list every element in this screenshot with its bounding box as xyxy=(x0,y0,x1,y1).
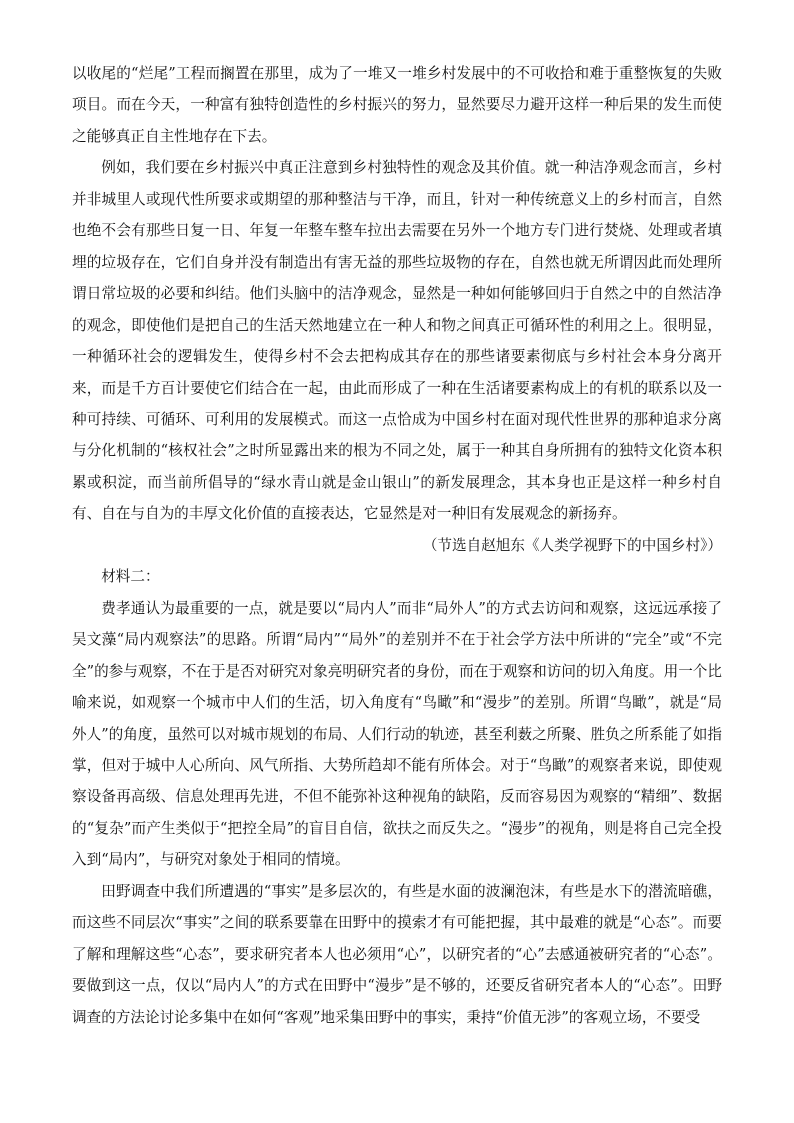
paragraph-continuation: 以收尾的“烂尾”工程而搁置在那里，成为了一堆又一堆乡村发展中的不可收拾和难于重整恢复的失败项目。而在今天，一种富有独特创造性的乡村振兴的努力，显然要尽力避开这样一种后果的发生而使之能够真正自主性地存在下去。 xyxy=(72,65,722,145)
source-citation: （节选自赵旭东《人类学视野下的中国乡村》） xyxy=(422,536,722,554)
paragraph-rural-cleanliness: 例如，我们要在乡村振兴中真正注意到乡村独特性的观念及其价值。就一种洁净观念而言，乡村并非城里人或现代性所要求或期望的那种整洁与干净，而且，针对一种传统意义上的乡村而言，自然也绝不会有那些日复一日、年复一年整车整车拉出去需要在另外一个地方专门进行焚烧、处理或者填埋的垃圾存在，它们自身并没有制造出有害无益的那些垃圾物的存在，自然也就无所谓因此而处理所谓日常垃圾的必要和纠结。他们头脑中的洁净观念，显然是一种如何能够回归于自然之中的自然洁净的观念，即使他们是把自己的生活天然地建立在一种人和物之间真正可循环性的利用之上。很明显，一种循环社会的逻辑发生，使得乡村不会去把构成其存在的那些诸要素彻底与乡村社会本身分离开来，而是千方百计要使它们结合在一起，由此而形成了一种在生活诸要素构成上的有机的联系以及一种可持续、可循环、可利用的发展模式。而这一点恰成为中国乡村在面对现代性世界的那种追求分离与分化机制的“核权社会”之时所显露出来的根为不同之处，属于一种其自身所拥有的独特文化资本积累或积淀，而当前所倡导的“绿水青山就是金山银山”的新发展理念，其本身也正是这样一种乡村自有、自在与自为的丰厚文化价值的直接表达，它显然是对一种旧有发展观念的新扬弃。 xyxy=(72,159,722,523)
paragraph-fieldwork: 田野调查中我们所遭遇的“事实”是多层次的，有些是水面的波澜泡沫，有些是水下的潜流暗礁，而这些不同层次“事实”之间的联系要靠在田野中的摸索才有可能把握，其中最难的就是“心态”。而要了解和理解这些“心态”，要求研究者本人也必须用“心”，以研究者的“心”去感通被研究者的“心态”。要做到这一点，仅以“局内人”的方式在田野中“漫步”是不够的，还要反省研究者本人的“心态”。田野调查的方法论讨论多集中在如何“客观”地采集田野中的事实，秉持“价值无涉”的客观立场，不要受 xyxy=(72,882,722,1026)
paragraph-fei-xiaotong: 费孝通认为最重要的一点，就是要以“局内人”而非“局外人”的方式去访问和观察，这远远承接了吴文藻“局内观察法”的思路。所谓“局内”“局外”的差别并不在于社会学方法中所讲的“完全”或“不完全”的参与观察，不在于是否对研究对象亮明研究者的身份，而在于观察和访问的切入角度。用一个比喻来说，如观察一个城市中人们的生活，切入角度有“鸟瞰”和“漫步”的差别。所谓“鸟瞰”，就是“局外人”的角度，虽然可以对城市规划的布局、人们行动的轨迹，甚至利薮之所聚、胜负之所系能了如指掌，但对于城中人心所向、风气所指、大势所趋却不能有所体会。对于“鸟瞰”的观察者来说，即使观察设备再高级、信息处理再先进，不但不能弥补这种视角的缺陷，反而容易因为观察的“精细”、数据的“复杂”而产生类似于“把控全局”的盲目自信，欲扶之而反失之。“漫步”的视角，则是将自己完全投入到“局内”，与研究对象处于相同的情境。 xyxy=(72,599,722,869)
document-page xyxy=(72,58,722,1033)
material-two-label: 材料二： xyxy=(101,568,160,586)
